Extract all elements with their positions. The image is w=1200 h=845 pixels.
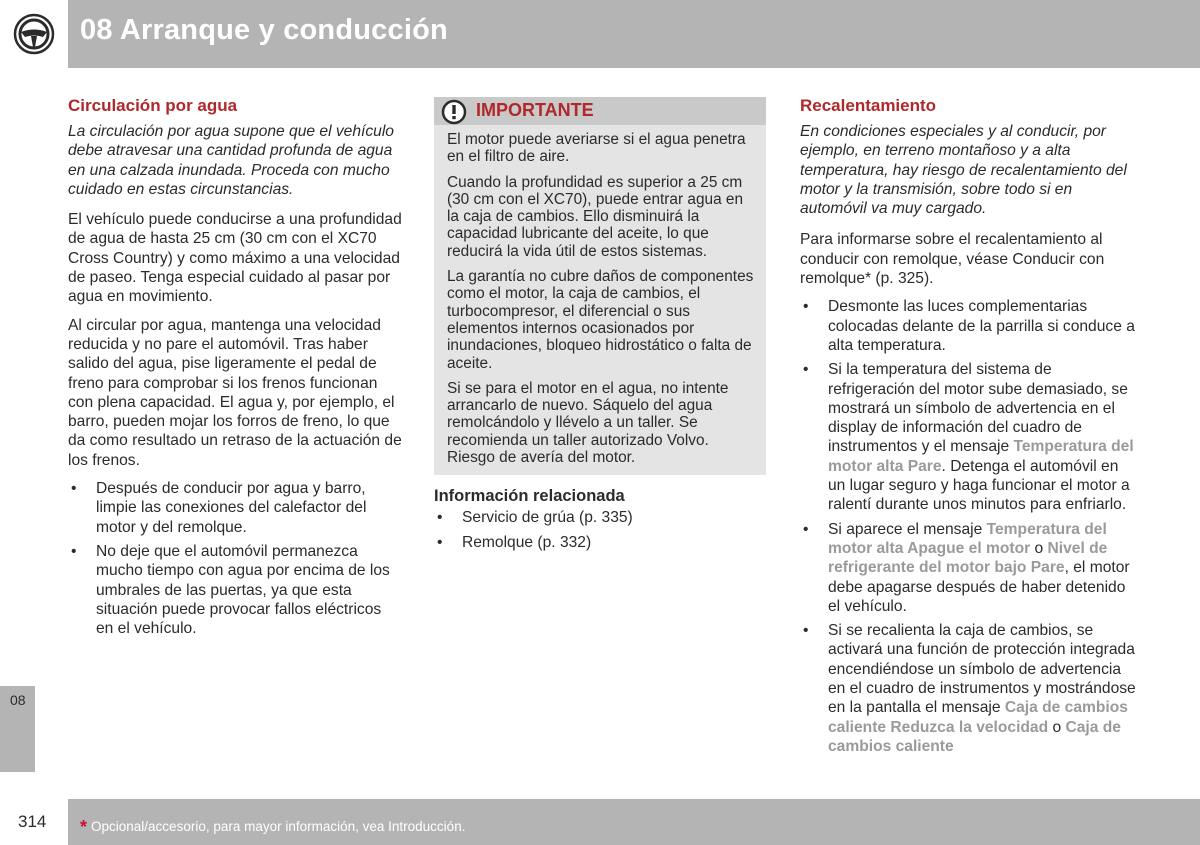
steering-wheel-icon xyxy=(13,13,55,55)
important-notice-header xyxy=(434,97,766,125)
list-item: • No deje que el automóvil permanezca mucho tiempo con agua por encima de los umbrales de las puertas, ya que esta situación puede provocar fallos eléctricos en el vehículo. xyxy=(71,542,390,638)
bullet-icon: • xyxy=(803,622,809,640)
related-link[interactable]: • Servicio de grúa (p. 335) xyxy=(437,509,633,527)
exclamation-icon xyxy=(441,99,467,125)
asterisk-icon: * xyxy=(80,817,88,837)
bullet-icon: • xyxy=(803,361,809,379)
list-item: • Si se recalienta la caja de cambios, se activará una función de protección integrada encendiéndose un símbolo de advertencia en el cuadro de instrumentos y mostrándose en la pantalla el mensaje Caja de cambios caliente Reduzca la velocidad o Caja de cambios caliente xyxy=(803,622,1136,755)
body-paragraph: Al circular por agua, mantenga una velocidad reducida y no pare el automóvil. Tras haber salido del agua, pise ligeramente el pedal de freno para comprobar si los frenos funcionan con plena capacidad. El agua y, por ejemplo, el barro, pueden mojar los forros de freno, lo que da como resultado un retraso de la actuación de los frenos. xyxy=(68,316,402,469)
body-paragraph: Cuando la profundidad es superior a 25 cm (30 cm con el XC70), puede entrar agua en la caja de cambios. Ello disminuirá la capacidad lubricante del aceite, lo que reducirá la vida útil de estos sistemas. xyxy=(447,173,744,260)
related-links xyxy=(434,508,764,552)
list-item: • Después de conducir por agua y barro, limpie las conexiones del calefactor del motor y del remolque. xyxy=(71,480,367,536)
body-paragraph: El vehículo puede conducirse a una profundidad de agua de hasta 25 cm (30 cm con el XC70 Cross Country) y como máximo a una velocidad de paseo. Tenga especial cuidado al pasar por agua en movimiento. xyxy=(68,211,402,306)
bullet-list xyxy=(800,297,1136,756)
related-link[interactable]: • Remolque (p. 332) xyxy=(437,533,592,551)
column-overheating xyxy=(800,96,1136,761)
body-paragraph: La garantía no cubre daños de componentes como el motor, la caja de cambios, el turbocompresor, el diferencial o sus elementos internos ocasionados por inundaciones, bloqueo hidrostático o falta de aceite. xyxy=(447,268,754,372)
column-water-driving xyxy=(68,96,402,643)
body-paragraph: Para informarse sobre el recalentamiento al conducir con remolque, véase Conducir con remolque* (p. 325). xyxy=(800,231,1105,288)
display-message: Caja de cambios caliente xyxy=(828,718,1121,755)
important-body xyxy=(447,131,757,474)
page-header xyxy=(0,0,1200,68)
display-message: Nivel de refrigerante del motor bajo Pare xyxy=(828,539,1108,577)
chapter-tab-label: 08 xyxy=(10,692,26,708)
intro-paragraph: La circulación por agua supone que el vehículo debe atravesar una cantidad profunda de agua en una calzada inundada. Proceda con mucho cuidado en estas circunstancias. xyxy=(68,123,394,198)
body-paragraph: Si se para el motor en el agua, no intente arrancarlo de nuevo. Sáquelo del agua remolcándolo y llévelo a un taller. Se recomienda un taller autorizado Volvo. Riesgo de avería del motor. xyxy=(447,379,729,467)
display-message: Caja de cambios caliente Reduzca la velocidad xyxy=(828,699,1128,736)
bullet-icon: • xyxy=(71,542,77,560)
intro-paragraph: En condiciones especiales y al conducir, por ejemplo, en terreno montañoso y a alta temperatura, hay riesgo de recalentamiento del motor y la transmisión, sobre todo si en automóvil va muy cargado. xyxy=(800,123,1127,218)
list-item: • Si aparece el mensaje Temperatura del motor alta Apague el motor o Nivel de refrigerante del motor bajo Pare, el motor debe apagarse después de haber detenido el vehículo. xyxy=(803,520,1130,615)
body-paragraph: El motor puede averiarse si el agua penetra en el filtro de aire. xyxy=(447,131,746,166)
important-title: IMPORTANTE xyxy=(476,100,594,120)
header-icon-box xyxy=(0,0,68,68)
list-item: • Si la temperatura del sistema de refrigeración del motor sube demasiado, se mostrará un símbolo de advertencia en el display de información del cuadro de instrumentos y el mensaje Temperatura del motor alta Pare. Detenga el automóvil en un lugar seguro y haga funcionar el motor a ralentí durante unos minutos para enfriarlo. xyxy=(803,361,1134,514)
important-notice-box xyxy=(434,97,766,475)
list-item: • Desmonte las luces complementarias colocadas delante de la parrilla si conduce a alta temperatura. xyxy=(803,298,1135,354)
bullet-icon: • xyxy=(71,480,77,498)
footer-note: * Opcional/accesorio, para mayor información, vea Introducción. xyxy=(80,817,466,837)
bullet-icon: • xyxy=(437,533,443,551)
section-heading: Recalentamiento xyxy=(800,96,937,115)
related-info-title: Información relacionada xyxy=(434,487,625,505)
side-tab-track xyxy=(0,68,35,772)
display-message: Temperatura del motor alta Pare xyxy=(828,438,1134,475)
bullet-icon: • xyxy=(803,520,809,538)
bullet-list xyxy=(68,479,402,638)
page-title: 08 Arranque y conducción xyxy=(80,14,448,46)
related-info xyxy=(434,487,764,557)
bullet-icon: • xyxy=(437,509,443,527)
bullet-icon: • xyxy=(803,298,809,316)
display-message: Temperatura del motor alta Apague el motor xyxy=(828,520,1107,557)
page-number: 314 xyxy=(18,812,47,831)
section-heading: Circulación por agua xyxy=(68,96,238,115)
